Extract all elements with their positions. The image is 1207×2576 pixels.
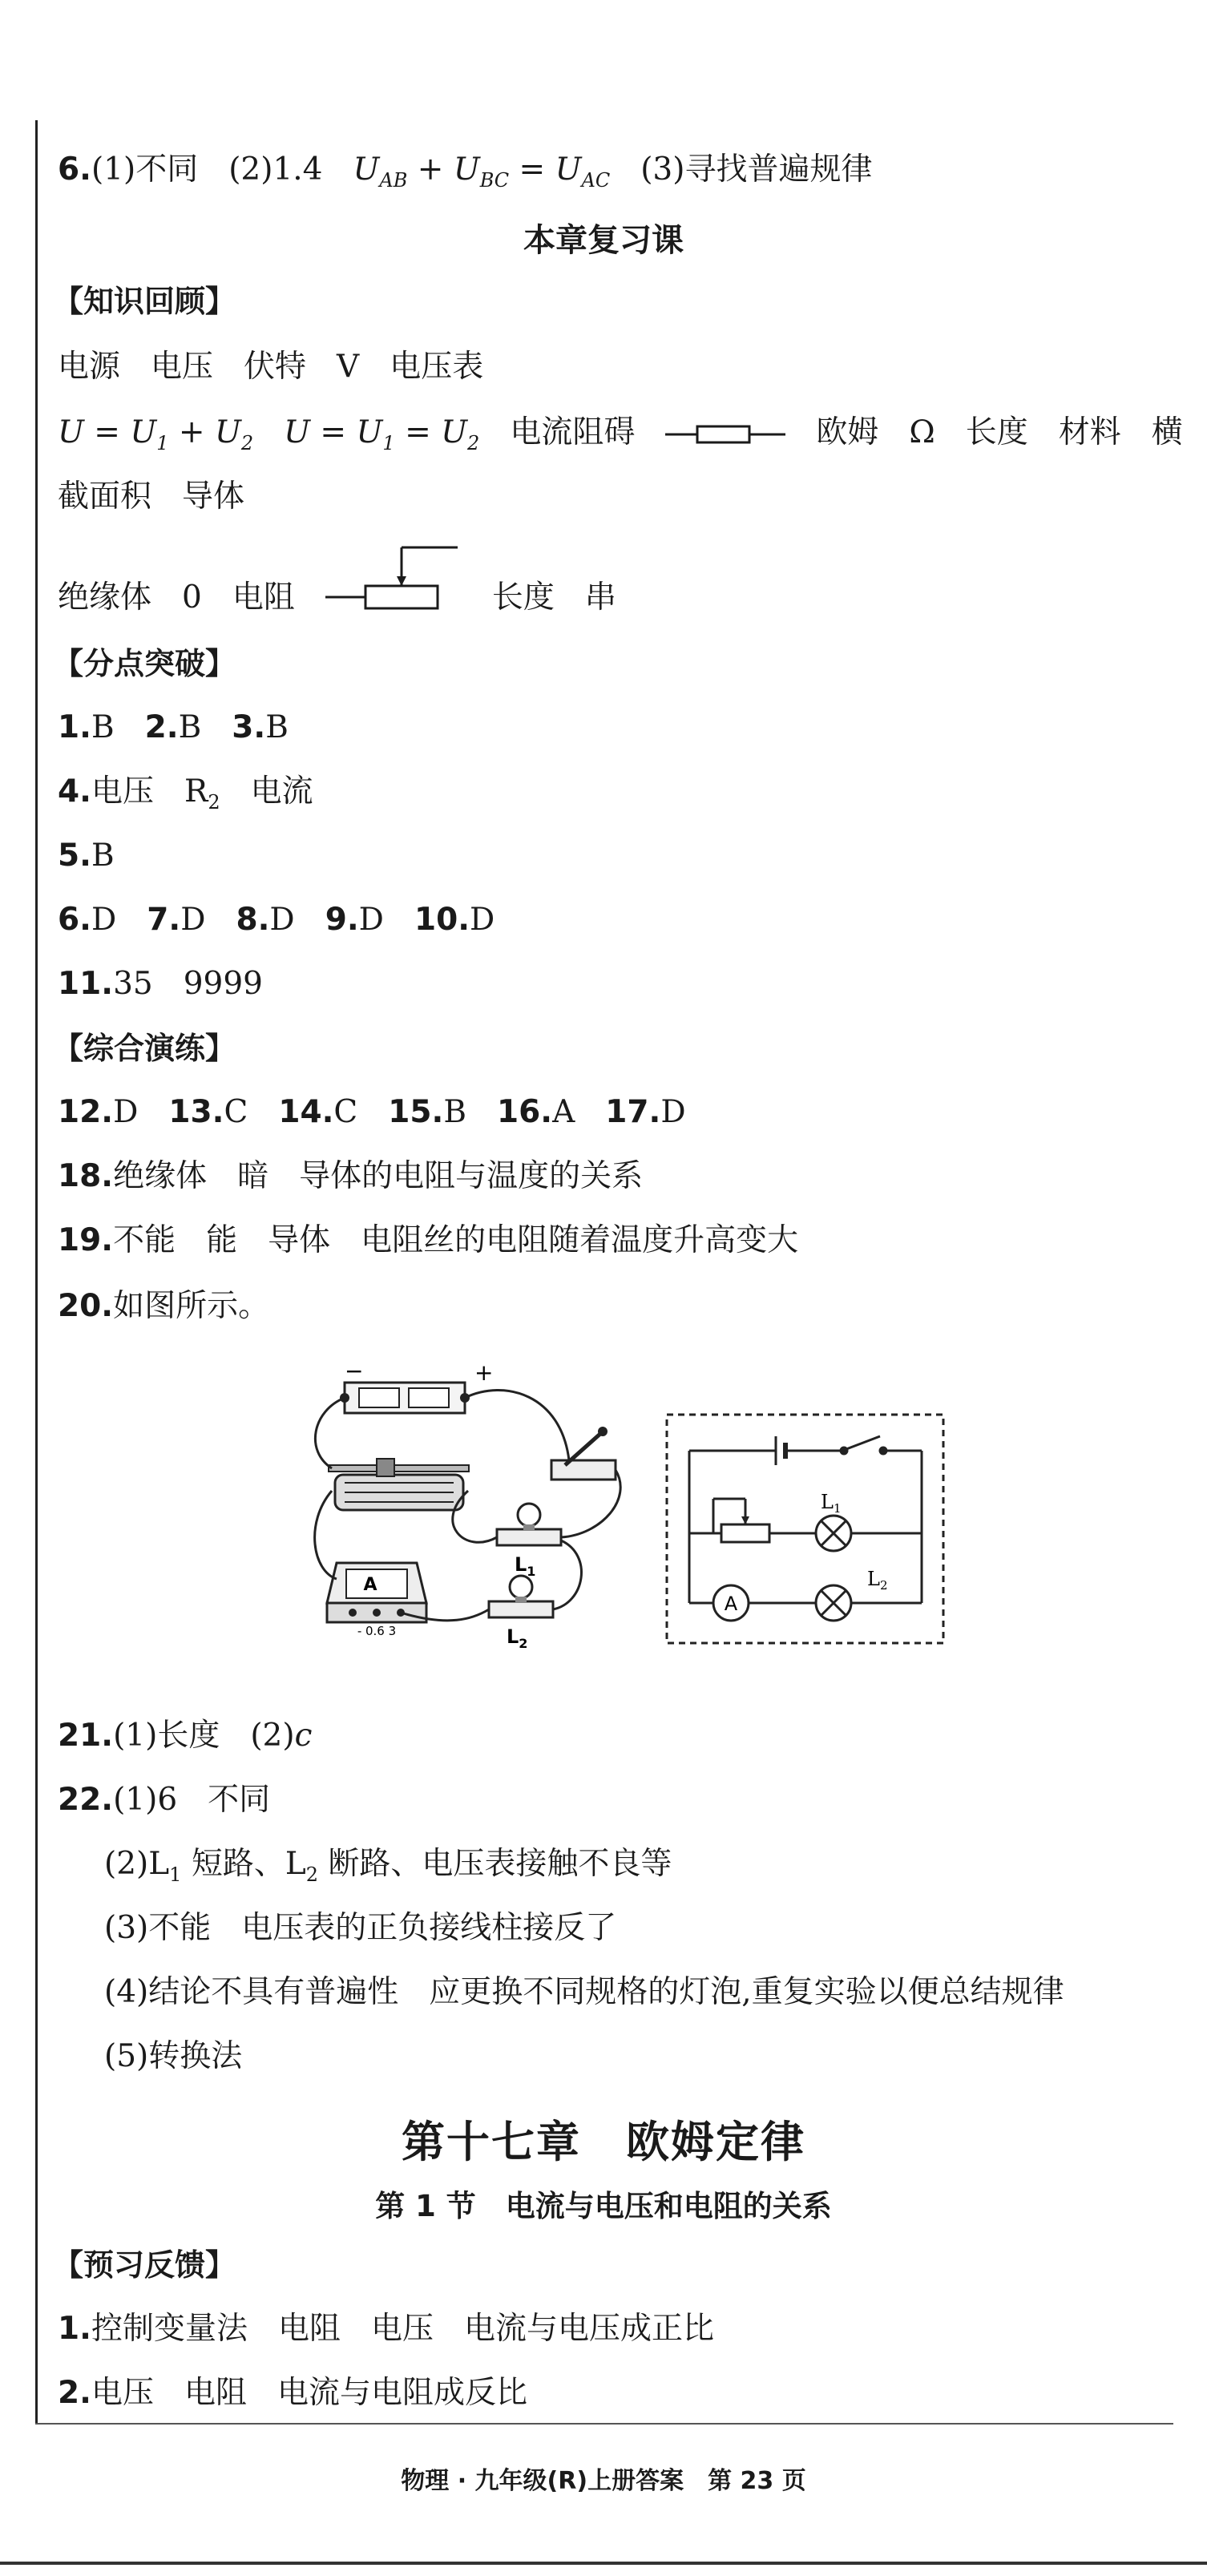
preview-line-2: 2.电压 电阻 电流与电阻成反比 xyxy=(58,2375,527,2411)
section-title: 本章复习课 xyxy=(523,222,684,259)
heading-point-breakthrough: 【分点突破】 xyxy=(53,646,236,681)
answer-line-5: 5.B xyxy=(58,838,115,874)
answer-line-20: 20.如图所示。 xyxy=(58,1288,270,1324)
svg-text:L1: $L_1$ xyxy=(515,1553,536,1579)
kirchhoff-voltage-formula: $U_{AB} + U_{BC} = U_{AC}$ xyxy=(353,151,611,192)
bulb-l1-icon xyxy=(497,1504,561,1545)
preview-line-1: 1.控制变量法 电阻 电压 电流与电压成正比 xyxy=(58,2311,715,2347)
schematic-frame xyxy=(667,1415,943,1643)
answer-line-21: 21.(1)长度 (2)c xyxy=(58,1718,313,1754)
answer-line-22-2: $(2)L_1$ 短路、$L_2$ 断路、电压表接触不良等 xyxy=(104,1846,672,1886)
page-bottom-rule xyxy=(0,2562,1207,2565)
left-margin-rule xyxy=(35,120,38,2425)
svg-text:+: + xyxy=(474,1363,494,1386)
answer-line-18: 18.绝缘体 暗 导体的电阻与温度的关系 xyxy=(58,1158,644,1194)
svg-text:- 0.6 3: - 0.6 3 xyxy=(357,1624,397,1638)
knowledge-line-1: 电源 电压 伏特 V 电压表 xyxy=(58,349,484,385)
svg-text:L2: $L_2$ xyxy=(867,1568,888,1593)
page-footer: 物理 · 九年级(R)上册答案 第 23 页 xyxy=(401,2467,806,2495)
answer-line-6: 6.(1)不同 (2)1.4 $U_{AB} + U_{BC} = U_{AC}$ (3)寻找普遍规律 xyxy=(58,151,873,192)
answer-line-11: 11.35 9999 xyxy=(58,966,263,1002)
answer-line-22-4: (4)结论不具有普遍性 应更换不同规格的灯泡,重复实验以便总结规律 xyxy=(104,1974,1064,2010)
svg-text:A: A xyxy=(724,1593,738,1615)
answer-line-6-10: 6.D 7.D 8.D 9.D 10.D xyxy=(58,902,495,938)
circuit-figure xyxy=(297,1363,970,1659)
series-voltage-formula: $U = U_1 + U_2$ xyxy=(58,414,254,454)
heading-knowledge-review: 【知识回顾】 xyxy=(53,284,236,319)
resistor-symbol-icon xyxy=(665,422,785,446)
sliding-rheostat-icon xyxy=(329,1459,469,1510)
content-bottom-rule xyxy=(35,2423,1173,2425)
section-heading: 第 1 节 电流与电压和电阻的关系 xyxy=(375,2189,832,2223)
knowledge-line-3: 截面积 导体 xyxy=(58,478,245,515)
heading-comprehensive-practice: 【综合演练】 xyxy=(53,1031,236,1066)
rheostat-symbol-icon xyxy=(325,539,462,620)
heading-preview-feedback: 【预习反馈】 xyxy=(53,2247,236,2283)
knowledge-line-2: $U = U_1 + U_2$ $U = U_1 = U_2$ 电流阻碍 欧姆 Ω 长度 材料 横 xyxy=(58,414,1183,454)
answer-line-22-5: (5)转换法 xyxy=(104,2038,243,2074)
answer-line-22: 22.(1)6 不同 xyxy=(58,1782,271,1818)
knife-switch-icon xyxy=(551,1427,616,1480)
answer-line-19: 19.不能 能 导体 电阻丝的电阻随着温度升高变大 xyxy=(58,1222,799,1258)
bulb-l2-icon xyxy=(489,1576,553,1617)
parallel-voltage-formula: $U = U_1 = U_2$ xyxy=(284,414,480,454)
answer-line-22-3: (3)不能 电压表的正负接线柱接反了 xyxy=(104,1910,617,1946)
svg-text:−: − xyxy=(345,1363,364,1384)
battery-pack-icon xyxy=(340,1383,470,1413)
chapter-title: 第十七章 欧姆定律 xyxy=(402,2117,805,2167)
svg-text:L1: $L_1$ xyxy=(821,1491,842,1516)
svg-text:L2: $L_2$ xyxy=(507,1625,528,1651)
knowledge-line-4: 绝缘体 0 电阻 长度 串 xyxy=(58,577,616,620)
answer-line-1-3: 1.B 2.B 3.B xyxy=(58,709,289,745)
answer-line-4: 4.电压 $R_2$ 电流 xyxy=(58,773,313,814)
svg-text:A: A xyxy=(363,1575,377,1595)
answer-line-12-17: 12.D 13.C 14.C 15.B 16.A 17.D xyxy=(58,1094,686,1130)
